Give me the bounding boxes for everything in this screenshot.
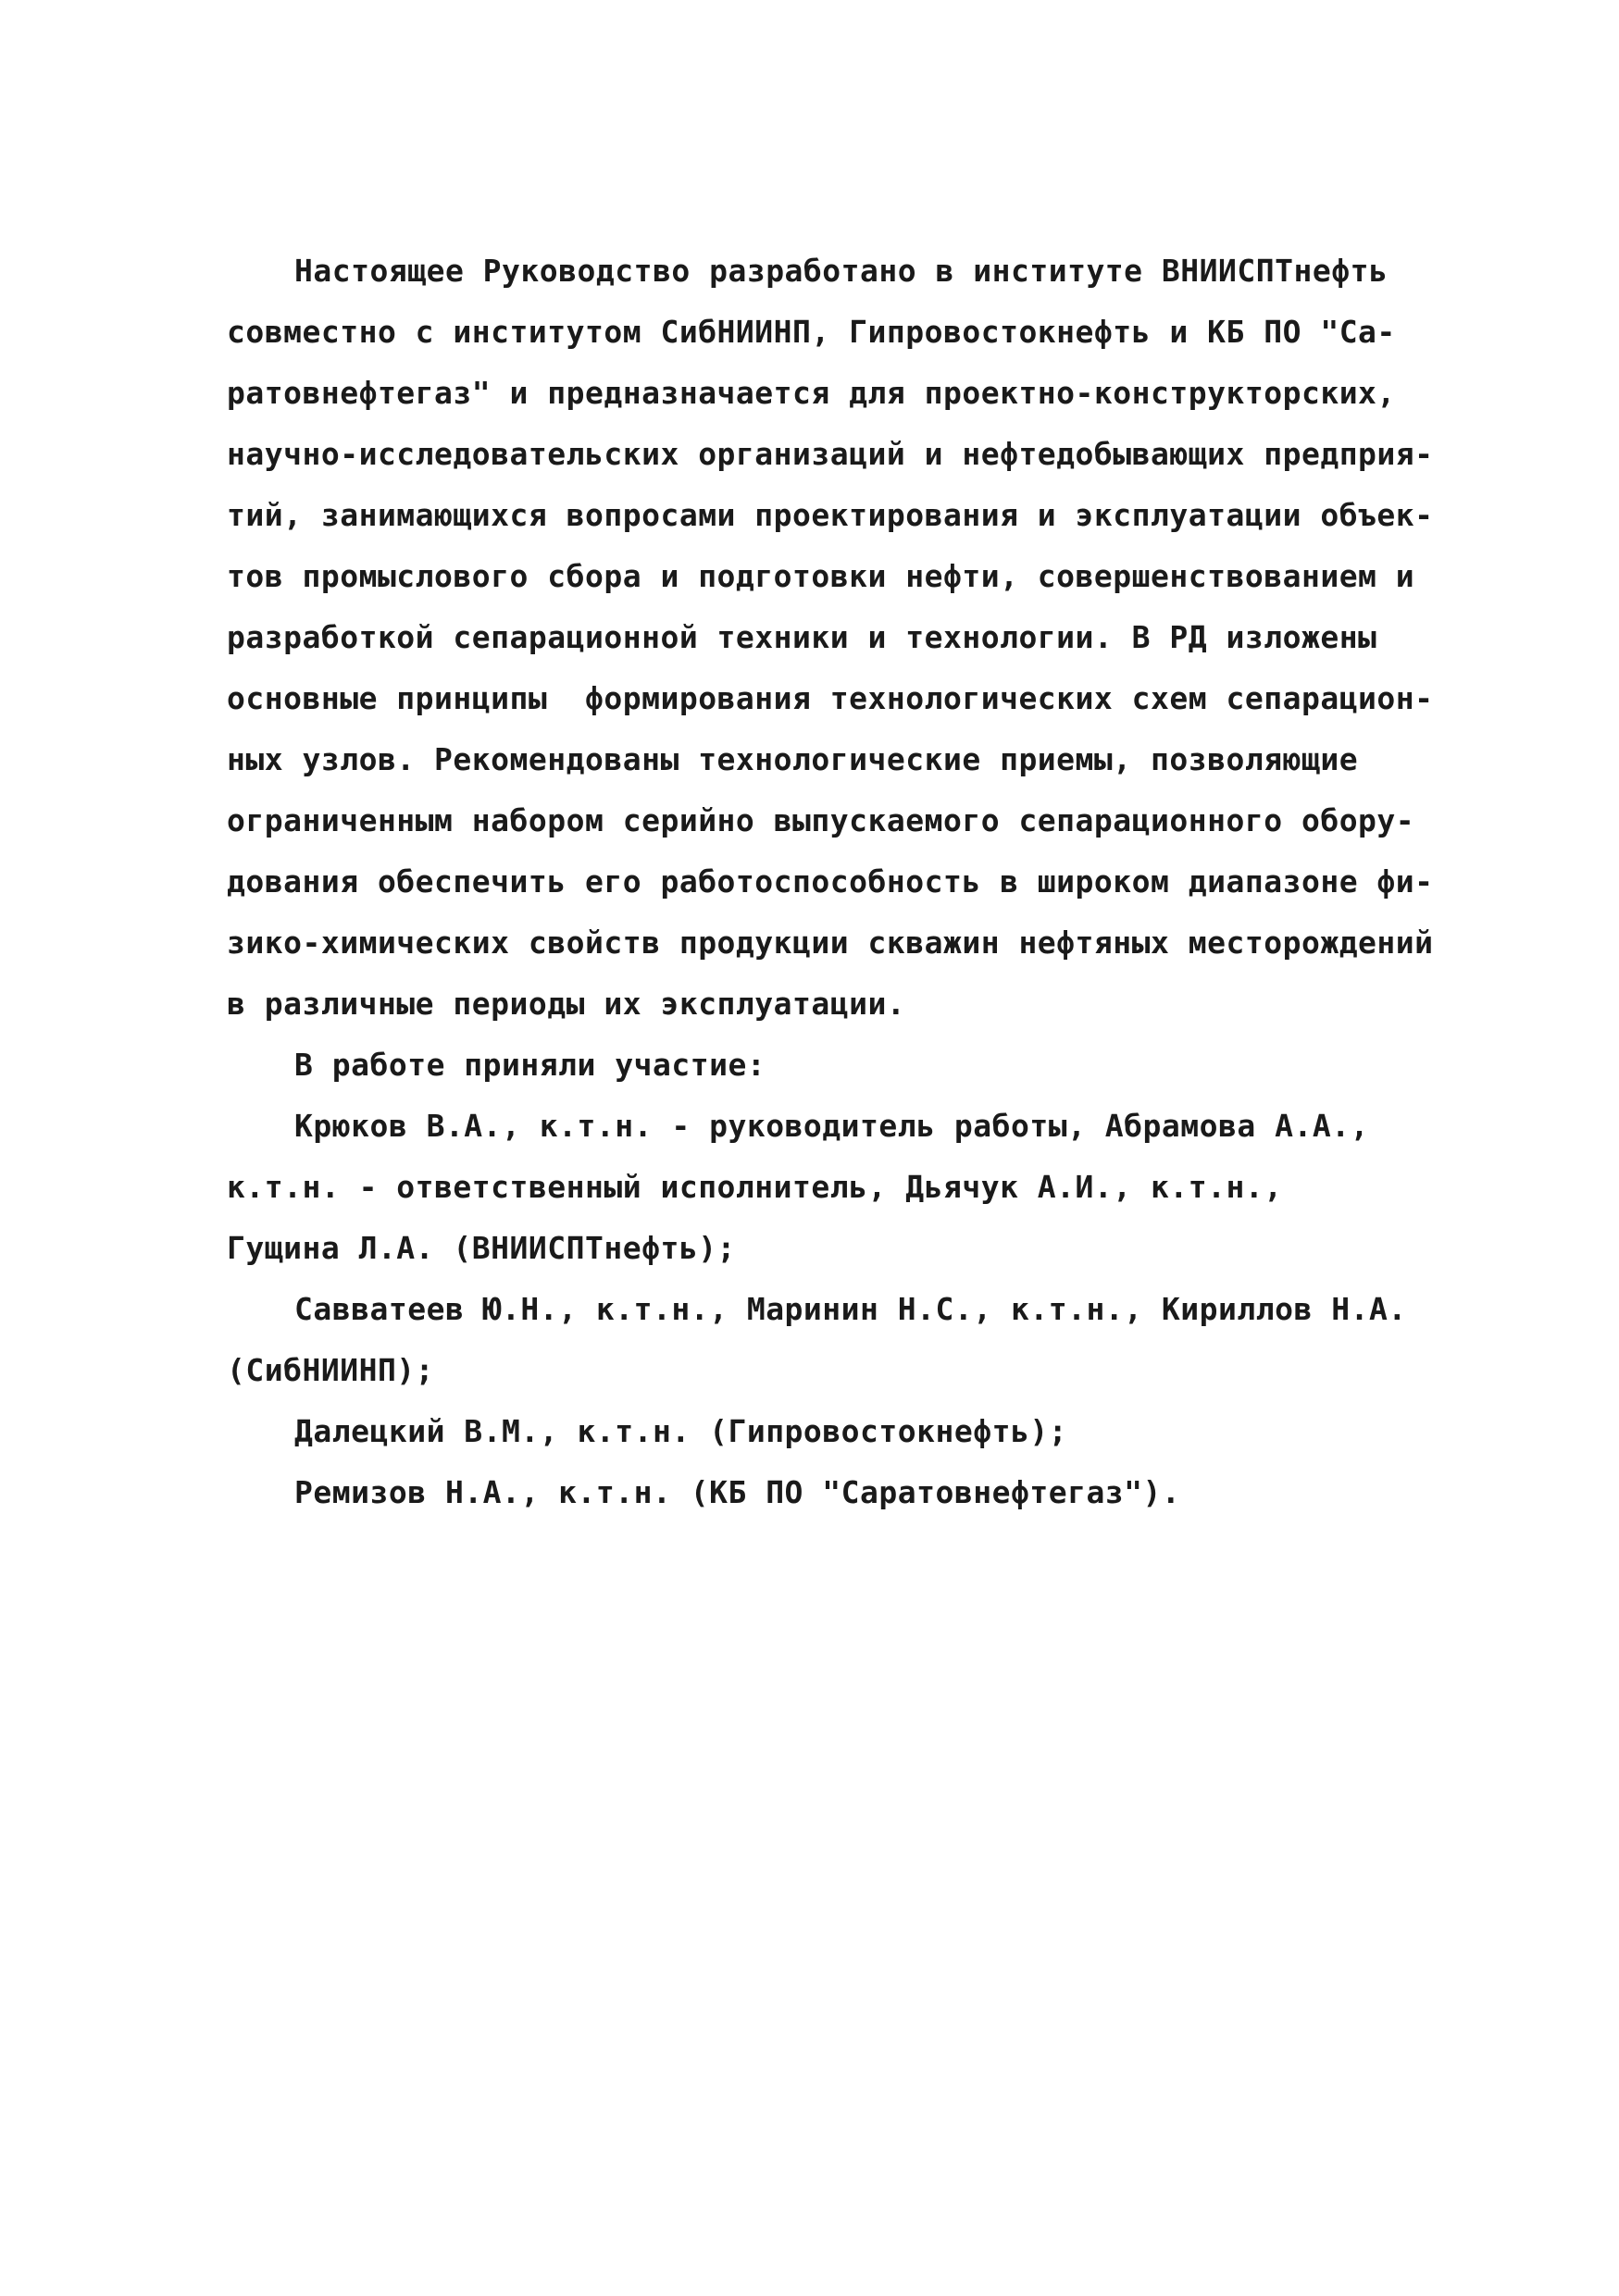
paragraph-line: тий, занимающихся вопросами проектирования и эксплуатации объек-	[227, 497, 1434, 533]
paragraph-line: в различные периоды их эксплуатации.	[227, 986, 906, 1022]
paragraph-line: совместно с институтом СибНИИНП, Гипровостокнефть и КБ ПО "Са-	[227, 314, 1396, 350]
paragraph-line: дования обеспечить его работоспособность в широком диапазоне фи-	[227, 863, 1434, 900]
paragraph-line: ных узлов. Рекомендованы технологические приемы, позволяющие	[227, 741, 1359, 777]
paragraph-line: научно-исследовательских организаций и нефтедобывающих предприя-	[227, 436, 1434, 472]
paragraph-line: основные принципы формирования технологических схем сепарацион-	[227, 680, 1434, 716]
participant-line: к.т.н. - ответственный исполнитель, Дьячук А.И., к.т.н.,	[227, 1169, 1283, 1205]
participant-line: Далецкий В.М., к.т.н. (Гипровостокнефть);	[294, 1413, 1068, 1449]
participant-line: Савватеев Ю.Н., к.т.н., Маринин Н.С., к.т.н., Кириллов Н.А.	[294, 1291, 1407, 1327]
paragraph-line: зико-химических свойств продукции скважин нефтяных месторождений	[227, 925, 1434, 961]
paragraph-line: тов промыслового сбора и подготовки нефти, совершенствованием и	[227, 558, 1415, 594]
paragraph-line: ограниченным набором серийно выпускаемого сепарационного обору-	[227, 802, 1415, 838]
participant-line: (СибНИИНП);	[227, 1352, 435, 1388]
participants-heading: В работе приняли участие:	[294, 1047, 766, 1083]
participant-line: Крюков В.А., к.т.н. - руководитель работы, Абрамова А.А.,	[294, 1108, 1369, 1144]
paragraph-line: разработкой сепарационной техники и технологии. В РД изложены	[227, 619, 1377, 655]
participant-line: Ремизов Н.А., к.т.н. (КБ ПО "Саратовнефтегаз").	[294, 1474, 1181, 1510]
paragraph-line: Настоящее Руководство разработано в институте ВНИИСПТнефть	[294, 253, 1389, 289]
paragraph-line: ратовнефтегаз" и предназначается для проектно-конструкторских,	[227, 375, 1396, 411]
participant-line: Гущина Л.А. (ВНИИСПТнефть);	[227, 1230, 736, 1266]
